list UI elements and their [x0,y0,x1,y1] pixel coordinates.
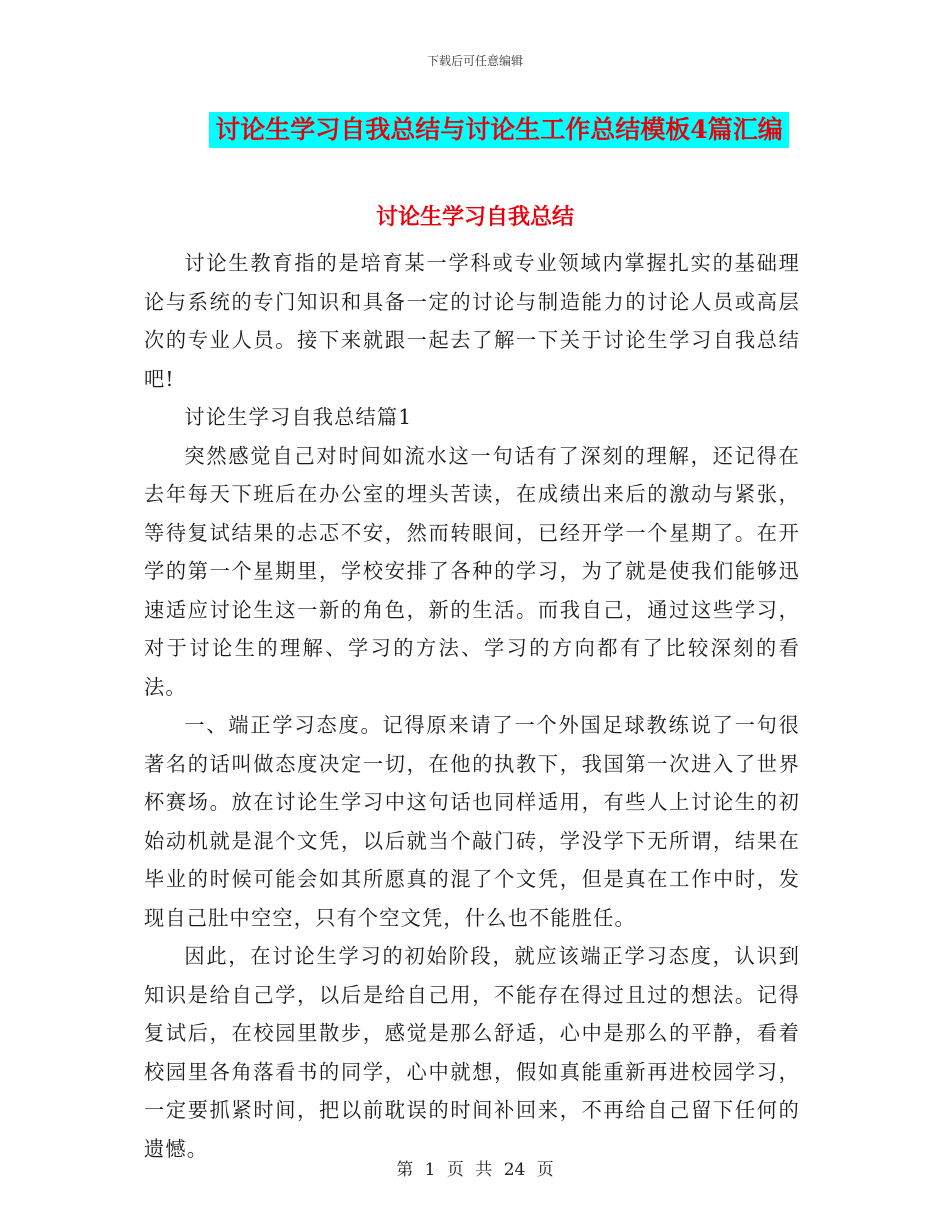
document-title-container [0,112,950,148]
body-paragraph: 突然感觉自己对时间如流水这一句话有了深刻的理解，还记得在去年每天下班后在办公室的埋头苦读，在成绩出来后的激动与紧张，等待复试结果的忐忑不安，然而转眼间，已经开学一个星期了。在开学的第一个星期里，学校安排了各种的学习，为了就是使我们能够迅速适应讨论生这一新的角色，新的生活。而我自己，通过这些学习，对于讨论生的理解、学习的方法、学习的方向都有了比较深刻的看法。 [144,443,800,699]
section-title: 讨论生学习自我总结 [375,204,574,230]
page-header-note: 下载后可任意编辑 [426,54,523,68]
document-body [144,244,800,1168]
body-paragraph: 一、端正学习态度。记得原来请了一个外国足球教练说了一句很著名的话叫做态度决定一切，在他的执教下，我国第一次进入了世界杯赛场。放在讨论生学习中这句话也同样适用，有些人上讨论生的初始动机就是混个文凭，以后就当个敲门砖，学没学下无所谓，结果在毕业的时候可能会如其所愿真的混了个文凭，但是真在工作中时，发现自己肚中空空，只有个空文凭，什么也不能胜任。 [144,713,800,930]
subsection-heading: 讨论生学习自我总结篇1 [184,405,413,429]
page-number: 第 1 页 共 24 页 [396,1160,554,1180]
body-paragraph: 因此，在讨论生学习的初始阶段，就应该端正学习态度，认识到知识是给自己学，以后是给自己用，不能存在得过且过的想法。记得复试后，在校园里散步，感觉是那么舒适，心中是那么的平静，看着校园里各角落看书的同学，心中就想，假如真能重新再进校园学习，一定要抓紧时间，把以前耽误的时间补回来，不再给自己留下任何的遗憾。 [144,944,800,1161]
document-title: 讨论生学习自我总结与讨论生工作总结模板4篇汇编 [209,112,788,148]
intro-paragraph: 讨论生教育指的是培育某一学科或专业领域内掌握扎实的基础理论与系统的专门知识和具备一定的讨论与制造能力的讨论人员或高层次的专业人员。接下来就跟一起去了解一下关于讨论生学习自我总结吧! [144,251,800,391]
